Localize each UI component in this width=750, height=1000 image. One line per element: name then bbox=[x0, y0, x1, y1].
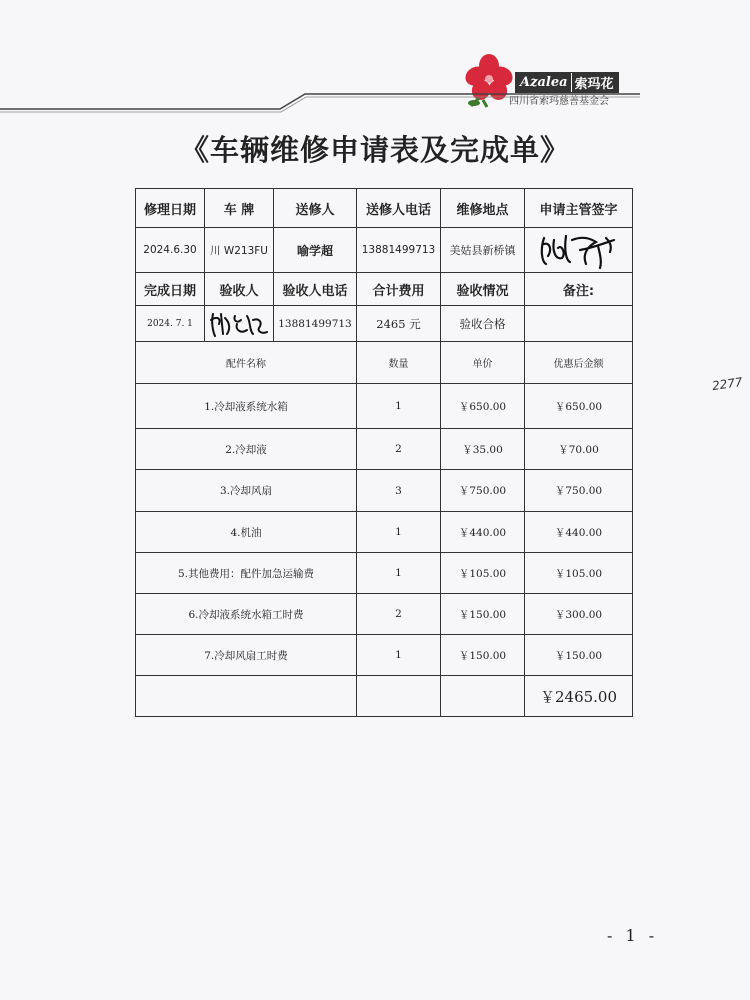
parts-row bbox=[136, 384, 633, 429]
header-inspector-phone: 验收人电话 bbox=[274, 273, 357, 306]
inspector-signature bbox=[207, 308, 271, 340]
logo-latin-text: Azalea bbox=[520, 75, 568, 90]
header-inspector: 验收人 bbox=[205, 273, 274, 306]
part-quantity: 2 bbox=[357, 429, 441, 470]
sender-phone: 13881499713 bbox=[357, 228, 441, 273]
part-unit-price: ￥35.00 bbox=[441, 429, 525, 470]
repair-location: 美姑县新桥镇 bbox=[441, 228, 525, 273]
logo-cn-text: 索玛花 bbox=[571, 73, 614, 92]
part-name: 7.冷却风扇工时费 bbox=[136, 635, 357, 676]
total-cost: 2465 元 bbox=[357, 306, 441, 342]
inspection-status: 验收合格 bbox=[441, 306, 525, 342]
part-name: 3.冷却风扇 bbox=[136, 470, 357, 512]
sender-name: 喻学超 bbox=[274, 228, 357, 273]
request-data-row bbox=[136, 228, 633, 273]
part-unit-price: ￥750.00 bbox=[441, 470, 525, 512]
part-unit-price: ￥150.00 bbox=[441, 594, 525, 635]
part-amount: ￥750.00 bbox=[525, 470, 633, 512]
header-remark: 备注: bbox=[525, 273, 633, 306]
part-name: 4.机油 bbox=[136, 512, 357, 553]
completion-date: 2024. 7. 1 bbox=[136, 306, 205, 342]
request-header-row bbox=[136, 189, 633, 228]
part-quantity: 2 bbox=[357, 594, 441, 635]
part-amount: ￥70.00 bbox=[525, 429, 633, 470]
parts-header-row bbox=[136, 342, 633, 384]
header-sender: 送修人 bbox=[274, 189, 357, 228]
part-amount: ￥440.00 bbox=[525, 512, 633, 553]
header-part-name: 配件名称 bbox=[136, 342, 357, 384]
grand-total-blank bbox=[136, 676, 357, 717]
org-name: 四川省索玛慈善基金会 bbox=[509, 96, 609, 107]
parts-row bbox=[136, 635, 633, 676]
part-unit-price: ￥105.00 bbox=[441, 553, 525, 594]
repair-date: 2024.6.30 bbox=[136, 228, 205, 273]
supervisor-signature-cell bbox=[525, 228, 633, 273]
part-amount: ￥150.00 bbox=[525, 635, 633, 676]
header-decorative-line bbox=[0, 85, 750, 115]
parts-row bbox=[136, 594, 633, 635]
part-quantity: 1 bbox=[357, 384, 441, 429]
header-repair-date: 修理日期 bbox=[136, 189, 205, 228]
header-inspection-status: 验收情况 bbox=[441, 273, 525, 306]
header-quantity: 数量 bbox=[357, 342, 441, 384]
parts-row bbox=[136, 470, 633, 512]
completion-data-row bbox=[136, 306, 633, 342]
part-amount: ￥650.00 bbox=[525, 384, 633, 429]
inspector-phone: 13881499713 bbox=[274, 306, 357, 342]
header-discounted-amount: 优惠后金额 bbox=[525, 342, 633, 384]
page-number: - 1 - bbox=[607, 926, 659, 945]
header-plate: 车 牌 bbox=[205, 189, 274, 228]
header-supervisor-signature: 申请主管签字 bbox=[525, 189, 633, 228]
part-unit-price: ￥150.00 bbox=[441, 635, 525, 676]
part-name: 1.冷却液系统水箱 bbox=[136, 384, 357, 429]
grand-total: ￥2465.00 bbox=[525, 676, 633, 717]
inspector-signature-cell bbox=[205, 306, 274, 342]
header-sender-phone: 送修人电话 bbox=[357, 189, 441, 228]
remark-value bbox=[525, 306, 633, 342]
completion-header-row bbox=[136, 273, 633, 306]
part-amount: ￥300.00 bbox=[525, 594, 633, 635]
header-unit-price: 单价 bbox=[441, 342, 525, 384]
part-name: 2.冷却液 bbox=[136, 429, 357, 470]
grand-total-blank bbox=[441, 676, 525, 717]
part-amount: ￥105.00 bbox=[525, 553, 633, 594]
part-name: 6.冷却液系统水箱工时费 bbox=[136, 594, 357, 635]
grand-total-row bbox=[136, 676, 633, 717]
header-total-cost: 合计费用 bbox=[357, 273, 441, 306]
part-quantity: 1 bbox=[357, 512, 441, 553]
parts-row bbox=[136, 553, 633, 594]
license-plate: 川 W213FU bbox=[205, 228, 274, 273]
part-unit-price: ￥440.00 bbox=[441, 512, 525, 553]
header-completion-date: 完成日期 bbox=[136, 273, 205, 306]
header-location: 维修地点 bbox=[441, 189, 525, 228]
supervisor-signature bbox=[536, 230, 622, 270]
part-name: 5.其他费用：配件加急运输费 bbox=[136, 553, 357, 594]
grand-total-blank bbox=[357, 676, 441, 717]
part-unit-price: ￥650.00 bbox=[441, 384, 525, 429]
parts-row bbox=[136, 512, 633, 553]
margin-handwritten-note: 2277 bbox=[711, 374, 744, 394]
document-title: 《车辆维修申请表及完成单》 bbox=[179, 133, 570, 167]
part-quantity: 1 bbox=[357, 553, 441, 594]
parts-row bbox=[136, 429, 633, 470]
part-quantity: 1 bbox=[357, 635, 441, 676]
repair-form-table bbox=[135, 188, 633, 717]
part-quantity: 3 bbox=[357, 470, 441, 512]
